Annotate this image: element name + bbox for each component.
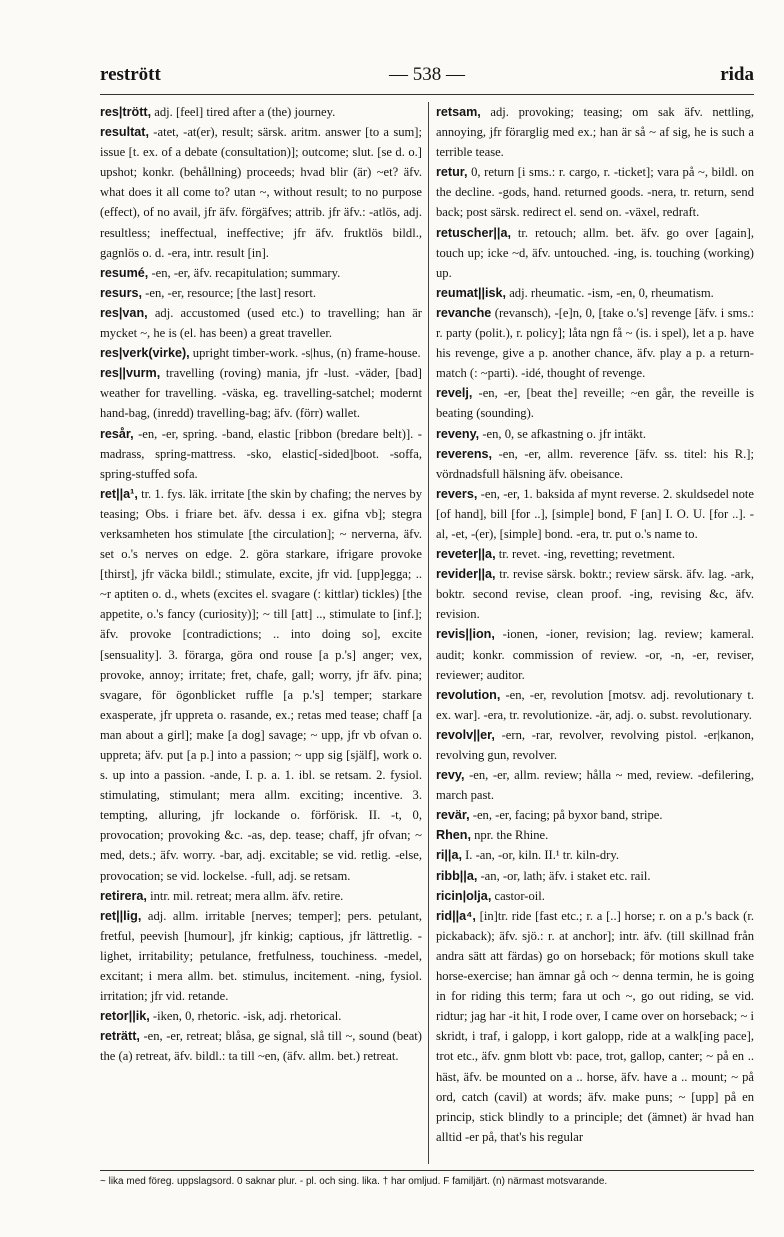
footer-rule	[100, 1170, 754, 1171]
dictionary-entry	[436, 564, 754, 624]
entry-definition: upright timber-work. -s|hus, (n) frame-house.	[189, 346, 421, 361]
entry-definition: -en, 0, se afkastning o. jfr intäkt.	[479, 426, 647, 441]
entry-definition: -en, -er, allm. reverence [äfv. ss. titel: his R.]; vördnadsfull hälsning äfv. obeisance.	[436, 446, 754, 481]
entry-headword: revolv||er,	[436, 727, 495, 742]
entry-definition: -en, -er, [beat the] reveille; ~en går, the reveille is beating (sounding).	[436, 386, 754, 421]
entry-headword: reveny,	[436, 426, 480, 441]
entry-headword: revy,	[436, 768, 465, 783]
guide-word-right: rida	[720, 64, 754, 85]
entry-definition: adj. provoking; teasing; om sak äfv. nettling, annoying, jfr förarglig med ex.; han är så ~ af sig, he is such a terrible tease.	[436, 105, 754, 160]
dictionary-entry	[436, 102, 754, 162]
dictionary-entry	[436, 805, 754, 825]
entry-definition: npr. the Rhine.	[470, 828, 549, 843]
guide-word-left: restrött	[100, 64, 161, 85]
entry-definition: 0, return [i sms.: r. cargo, r. -ticket]; vara på ~, bildl. on the decline. -gods, hand. returned goods. -nera, tr. return, send back; post särsk. redirect el. send on. -växel, redraft.	[436, 165, 754, 220]
dictionary-entry	[100, 484, 422, 886]
dictionary-entry	[436, 544, 754, 564]
entry-definition: -iken, 0, rhetoric. -isk, adj. rhetorical.	[149, 1009, 342, 1024]
entry-headword: revelj,	[436, 386, 473, 401]
entry-headword: res|trött,	[100, 105, 152, 119]
entry-definition: -en, -er, resource; [the last] resort.	[142, 285, 316, 300]
entry-definition: adj. allm. irritable [nerves; temper]; pers. petulant, fretful, peevish [humour], jfr kinkig; captious, jfr lättretlig. -lighet, irritability; petulance, fretfulness, touchiness. -medel, excitant; i mera allm. bet. stimulus, incitement. -ning, fysiol. irritation; jfr vid. retande.	[100, 908, 422, 1004]
entry-definition: -en, -er, facing; på byxor band, stripe.	[469, 808, 663, 823]
entry-headword: resurs,	[100, 285, 143, 300]
dictionary-entry	[100, 424, 422, 484]
entry-headword: ret||lig,	[100, 908, 142, 923]
header-rule	[100, 94, 754, 95]
entry-definition: -en, -er, äfv. recapitulation; summary.	[148, 265, 341, 280]
dictionary-entry	[436, 866, 754, 886]
page-number: — 538 —	[389, 64, 465, 85]
dictionary-entry	[436, 624, 754, 684]
entry-headword: reträtt,	[100, 1029, 140, 1044]
dictionary-entry	[100, 122, 422, 263]
dictionary-entry	[436, 383, 754, 423]
entry-definition: adj. rheumatic. -ism, -en, 0, rheumatism.	[506, 285, 714, 300]
dictionary-entry	[436, 845, 754, 865]
entry-headword: revanche	[436, 305, 492, 320]
dictionary-entry	[436, 725, 754, 765]
dictionary-entry	[436, 424, 754, 444]
entry-definition: -en, -er, 1. baksida af mynt reverse. 2. skuldsedel note [of hand], bill [for ..], [simple] bond, F [an] I. O. U. [for ..]. -al, -et, -(er), [simple] bond. -era, tr. put o.'s name to.	[436, 486, 754, 541]
entry-headword: revider||a,	[436, 567, 496, 582]
entry-headword: ret||a¹,	[100, 486, 138, 501]
left-column	[100, 102, 422, 1164]
entry-definition: -atet, -at(er), result; särsk. aritm. answer [to a sum]; issue [t. ex. of a debate (consultation)]; outcome; slut. [se d. o.] upshot; konkr. (behållning) proceeds; hvad blir (är) ~et? äfv. what does it all come to? utan ~, without result; to no purpose (effect), of no avail, jfr äfv. förgäfves; attrib. jfr äfv.: -atlös, adj. resultless; ineffectual, ineffective; jfr äfv. fruktlös bildl., gagnlös o. d. -era, intr. result [in].	[100, 125, 422, 260]
dictionary-entry	[436, 444, 754, 484]
entry-headword: res||vurm,	[100, 366, 161, 381]
entry-headword: resumé,	[100, 265, 149, 280]
entry-headword: ribb||a,	[436, 868, 478, 883]
entry-definition: -ern, -rar, revolver, revolving pistol. -er|kanon, revolving gun, revolver.	[436, 727, 754, 762]
entry-headword: revolution,	[436, 687, 501, 702]
footer-legend: ~ lika med föreg. uppslagsord. 0 saknar plur. - pl. och sing. lika. † har omljud. F familjärt. (n) närmast motsvarande.	[100, 1176, 608, 1187]
entry-definition: adj. [feel] tired after a (the) journey.	[151, 105, 336, 119]
column-divider	[428, 102, 429, 1164]
right-column	[436, 102, 754, 1164]
dictionary-entry	[100, 102, 422, 122]
page-header	[100, 64, 754, 90]
dictionary-entry	[436, 765, 754, 805]
entry-headword: reveter||a,	[436, 547, 496, 562]
dictionary-entry	[100, 363, 422, 423]
entry-headword: res|van,	[100, 305, 148, 320]
entry-headword: retur,	[436, 165, 468, 180]
dictionary-entry	[100, 283, 422, 303]
dictionary-entry	[436, 825, 754, 845]
entry-headword: resår,	[100, 426, 134, 441]
dictionary-entry	[100, 303, 422, 343]
entry-headword: ricin|olja,	[436, 888, 492, 903]
entry-definition: tr. 1. fys. läk. irritate [the skin by chafing; the nerves by teasing; Obs. i friare bet. äfv. dessa i ex. gifna vb]; stegra verksamheten hos stimulate [the circulation]; ~ nerverna, äfv. set o.'s nerves on edge. 2. göra starkare, ifrigare provoke [thirst], jfr väcka bildl.; stimulate, excite, jfr vid. [upp]egga; .. ~r aptiten o. d., whets (excites el. svagare (: kittlar) tickles) [the appetite, o.'s fancy (curiosity)]; ~ till [att] .., stimulate to [inf.]; äfv. provoke [contradictions; .. into doing so], excite [sensuality]. 3. förarga, göra ond rouse [a p.'s] anger; vex, provoke, annoy; irritate; fret, chafe, gall; worry, jfr äfv. pina; svagare, för ögonblicket ruffle [a p.'s] temper; starkare exasperate, jfr uppreta o. rasande, ex.; retas med tease; chaff [a man about a girl]; make [a dog] savage; ~ upp, jfr vb ofvan o. uppreta; äfv. put [a p.] into a passion; ~ upp sig [själf], work o. s. up into a passion. -ande, I. p. a. 1. ibl. se retsam. 2. fysiol. stimulating, stimulant; mera allm. exciting; incentive. 3. tempting, alluring, jfr lockande o. förförisk. II. -t, 0, provocation; provoking &c. -as, dep. tease; chaff, jfr ofvan; ~ med, dets.; äfv. worry. -bar, adj. excitable; se vid. retlig. -else, provocation; se vid. lockelse. -full, adj. se retsam.	[100, 486, 422, 883]
dictionary-entry	[100, 886, 422, 906]
entry-headword: Rhen,	[436, 828, 471, 843]
entry-definition: tr. retouch; allm. bet. äfv. go over [again], touch up; icke ~d, äfv. untouched. -ing, is. touching (working) up.	[436, 225, 754, 280]
dictionary-entry	[100, 343, 422, 363]
dictionary-entry	[100, 1026, 422, 1066]
entry-definition: -ionen, -ioner, revision; lag. review; kameral. audit; konkr. commission of review. -or, -n, -er, reviser, reviewer; auditor.	[436, 627, 754, 682]
dictionary-entry	[436, 685, 754, 725]
entry-headword: reumat||isk,	[436, 285, 507, 300]
entry-headword: reverens,	[436, 446, 493, 461]
entry-definition: -en, -er, retreat; blåsa, ge signal, slå till ~, sound (beat) the (a) retreat, äfv. bildl.: ta till ~en, (äfv. allm. bet.) retreat.	[100, 1029, 422, 1064]
dictionary-entry	[436, 223, 754, 283]
dictionary-entry	[436, 484, 754, 544]
entry-definition: castor-oil.	[491, 888, 545, 903]
entry-headword: retuscher||a,	[436, 225, 511, 240]
dictionary-entry	[100, 1006, 422, 1026]
entry-definition: -en, -er, revolution [motsv. adj. revolutionary t. ex. war]. -era, tr. revolutionize. -är, adj. o. subst. revolutionary.	[436, 687, 754, 722]
dictionary-entry	[436, 906, 754, 1147]
dictionary-entry	[100, 263, 422, 283]
dictionary-entry	[100, 906, 422, 1006]
entry-definition: -en, -er, spring. -band, elastic [ribbon (bredare belt)]. -madrass, spring-mattress. -sko, elastic[-sided]boot. -soffa, spring-stuffed sofa.	[100, 426, 422, 481]
entry-headword: retsam,	[436, 105, 481, 119]
entry-definition: intr. mil. retreat; mera allm. äfv. retire.	[146, 888, 344, 903]
entry-definition: (revansch), -[e]n, 0, [take o.'s] revenge [äfv. i sms.: r. party (polit.), r. policy]; låta ngn få ~ (is. i spel), let a p. have his revenge, give a p. another chance, äfv. play a p. a return-match (: ~parti). -idé, thought of revenge.	[436, 305, 754, 381]
entry-headword: retor||ik,	[100, 1009, 150, 1024]
entry-definition: [in]tr. ride [fast etc.; r. a [..] horse; r. on a p.'s back (r. pickaback); äfv. sjö.: r. at anchor]; intr. äfv. (till skillnad från andra sätt att färdas) go on horseback; för motions skull take horse-exercise; han ämnar gå och ~ denna termin, he is going in for riding this term; fara ut och ~, go out riding, se vid. ridtur; jag har -it hit, I rode over, I came over on horseback; ~ i skridt, i traf, i galopp, i kort galopp, ride at a walk[ing pace], trot etc., äfv. gnm blott vb: pace, trot, gallop, canter; ~ på en .. häst, äfv. be mounted on a .. horse, äfv. have a .. mount; ~ på ord, catch (cavil) at words; äfv. make puns; ~ [upp] på en princip, stick blindly to a principle; det (ämnet) är hvad han alltid -er på, that's his regular	[436, 908, 754, 1144]
entry-definition: -en, -er, allm. review; hålla ~ med, review. -defilering, march past.	[436, 768, 754, 803]
entry-headword: revers,	[436, 486, 478, 501]
entry-headword: ri||a,	[436, 848, 462, 863]
dictionary-entry	[436, 162, 754, 222]
entry-definition: adj. accustomed (used etc.) to travelling; han är mycket ~, he is (el. has been) a great traveller.	[100, 305, 422, 341]
entry-headword: res|verk(virke),	[100, 346, 190, 361]
entry-headword: revär,	[436, 808, 470, 823]
dictionary-entry	[436, 303, 754, 383]
entry-definition: travelling (roving) mania, jfr -lust. -väder, [bad] weather for travelling. -väska, eg. travelling-satchel; modernt hand-bag, (inredd) travelling-bag; äfv. (förr) wallet.	[100, 366, 422, 421]
dictionary-entry	[436, 283, 754, 303]
entry-headword: revis||ion,	[436, 627, 495, 642]
entry-definition: tr. revet. -ing, revetting; revetment.	[495, 547, 675, 562]
entry-headword: resultat,	[100, 125, 149, 140]
entry-headword: rid||a⁴,	[436, 908, 476, 923]
entry-definition: tr. revise särsk. boktr.; review särsk. äfv. lag. -ark, boktr. second revise, clean proof. -ing, revising &c, äfv. revision.	[436, 567, 754, 622]
entry-headword: retirera,	[100, 888, 147, 903]
entry-definition: -an, -or, lath; äfv. i staket etc. rail.	[477, 868, 651, 883]
dictionary-entry	[436, 886, 754, 906]
entry-definition: I. -an, -or, kiln. II.¹ tr. kiln-dry.	[461, 848, 619, 863]
